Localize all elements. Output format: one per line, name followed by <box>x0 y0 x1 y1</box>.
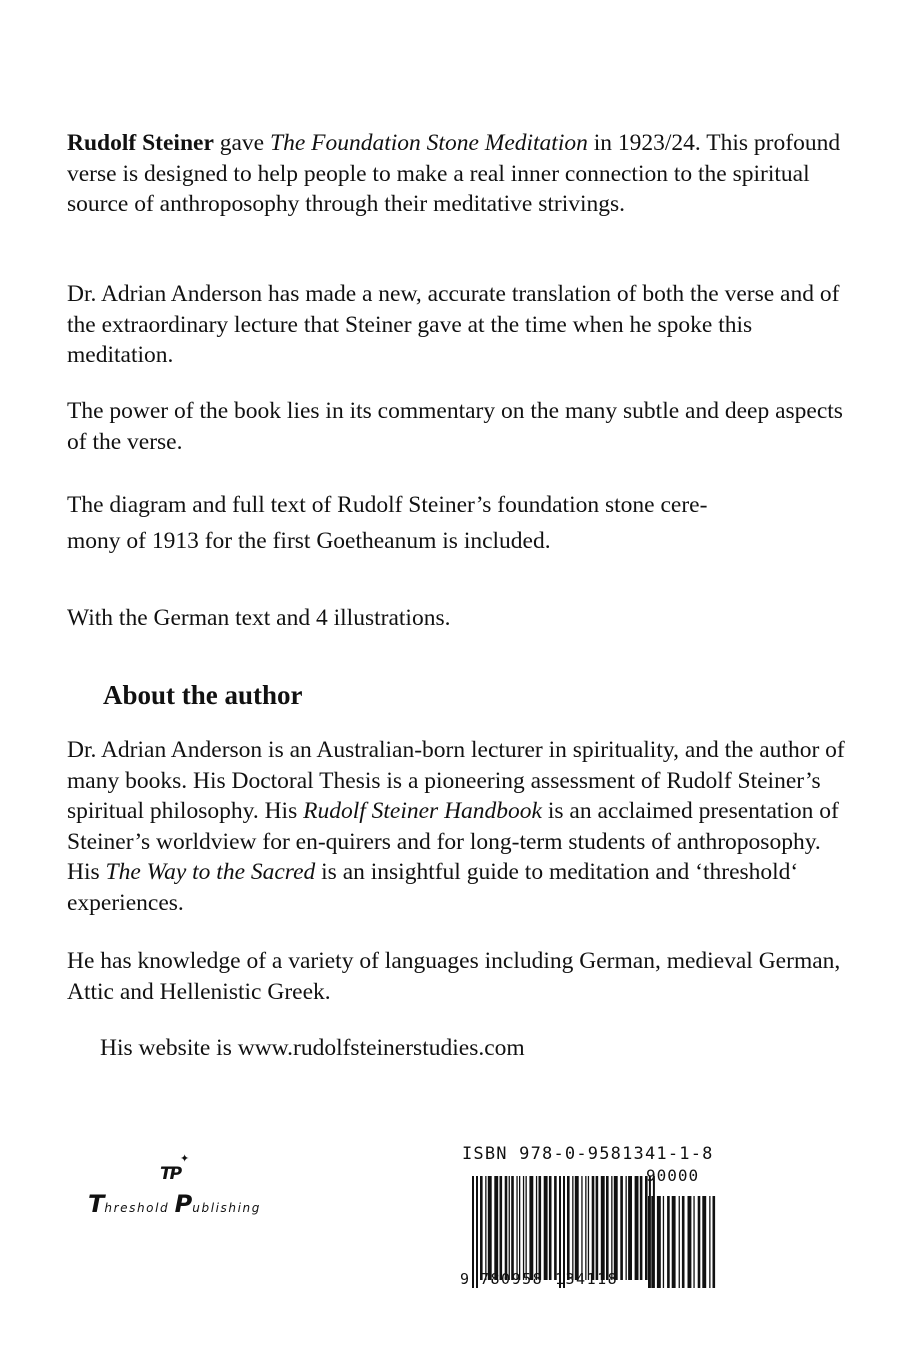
barcode-bar <box>645 1176 648 1280</box>
barcode-addon-bar <box>693 1196 694 1288</box>
barcode-bar <box>611 1176 612 1280</box>
intro-year: in 1923/24. <box>587 130 701 156</box>
author-bio-paragraph <box>67 735 847 918</box>
barcode-addon-bar <box>709 1196 710 1288</box>
barcode-right-digits: 134118 <box>555 1270 619 1288</box>
barcode-bar <box>592 1176 595 1280</box>
barcode-addon-bar <box>713 1196 716 1288</box>
logo-tp-mark: TP <box>160 1164 181 1184</box>
barcode-bar <box>614 1176 618 1280</box>
barcode-bar <box>472 1176 474 1288</box>
barcode-bar <box>601 1176 605 1280</box>
german-text-paragraph: With the German text and 4 illustrations. <box>67 605 451 631</box>
barcode-bar <box>554 1176 557 1280</box>
barcode-bar <box>516 1176 517 1280</box>
barcode-addon-bar <box>651 1196 654 1288</box>
barcode-addon-bar <box>663 1196 664 1288</box>
bio-part-3: is an insightful guide to meditation and ‘threshold‘ experiences. <box>67 859 799 916</box>
publisher-name-rest-1: hreshold <box>104 1201 175 1215</box>
diagram-line-1: The diagram and full text of Rudolf Steiner’s foundation stone cere- <box>67 492 708 518</box>
intro-paragraph <box>67 128 847 220</box>
barcode-bar <box>494 1176 498 1280</box>
publisher-logo <box>88 1150 268 1230</box>
publisher-name-rest-2: ublishing <box>192 1201 261 1215</box>
power-paragraph: The power of the book lies in its commentary on the many subtle and deep aspects of the verse. <box>67 398 843 455</box>
barcode-bar <box>529 1176 533 1280</box>
barcode-bar <box>500 1176 503 1280</box>
barcode-bar <box>549 1176 552 1280</box>
logo-star-icon: ✦ <box>180 1152 190 1165</box>
barcode-bar <box>640 1176 643 1280</box>
barcode-bar <box>509 1176 510 1280</box>
barcode-bar <box>575 1176 579 1280</box>
barcode-bar <box>476 1176 478 1288</box>
barcode-bar <box>606 1176 609 1280</box>
barcode-bar <box>626 1176 627 1280</box>
barcode-bar <box>635 1176 639 1280</box>
barcode-addon-bar <box>667 1196 670 1288</box>
barcode-bar <box>539 1176 542 1280</box>
isbn-label: ISBN 978-0-9581341-1-8 <box>462 1144 714 1164</box>
barcode-addon-bar <box>657 1196 661 1288</box>
barcode-bar <box>526 1176 527 1280</box>
barcode-left-digits: 780958 <box>480 1270 544 1288</box>
barcode-bar <box>511 1176 514 1280</box>
barcode-bar <box>581 1176 582 1280</box>
barcode-bar <box>572 1176 573 1280</box>
barcode-addon-bar <box>679 1196 680 1288</box>
handbook-title: Rudolf Steiner Handbook <box>303 798 542 824</box>
publisher-name-cap-1: T <box>88 1190 105 1218</box>
barcode-addon-bar <box>698 1196 701 1288</box>
book-title: The Foundation Stone Meditation <box>270 130 588 156</box>
barcode-bar <box>585 1176 586 1280</box>
languages-paragraph: He has knowledge of a variety of languages including German, medieval German, Attic and Hellenistic Greek. <box>67 948 841 1005</box>
sacred-title: The Way to the Sacred <box>105 859 316 885</box>
bio-part-2: is an acclaimed presentation of Steiner’s worldview for en-quirers and for long-term students of anthroposophy. His <box>67 798 839 885</box>
barcode-bar <box>519 1176 520 1280</box>
barcode-addon-bar <box>688 1196 692 1288</box>
isbn-addon-digits: 90000 <box>646 1166 700 1185</box>
barcode-bar <box>523 1176 524 1280</box>
author-name: Rudolf Steiner <box>67 130 214 156</box>
diagram-line-2: mony of 1913 for the first Goetheanum is included. <box>67 528 551 554</box>
publisher-name-cap-2: P <box>174 1190 193 1218</box>
translation-paragraph: Dr. Adrian Anderson has made a new, accurate translation of both the verse and of the extraordinary lecture that Steiner gave at the time when he spoke this meditation. <box>67 281 840 368</box>
bio-part-1: Dr. Adrian Anderson is an Australian-born lecturer in spirituality, and the author of many books. His Doctoral Thesis is a pioneering assessment of Rudolf Steiner’s spiritual philosophy. His <box>67 737 845 824</box>
barcode-addon-bar <box>648 1196 649 1288</box>
website-paragraph: His website is www.rudolfsteinerstudies.com <box>100 1035 525 1061</box>
barcode-addon-bar <box>702 1196 706 1288</box>
barcode-bar <box>536 1176 537 1280</box>
barcode-bar <box>488 1176 492 1280</box>
intro-rest: This profound verse is designed to help people to make a real inner connection to the spiritual source of anthroposophy through their meditative strivings. <box>67 130 841 217</box>
barcode-bar <box>485 1176 486 1280</box>
barcode-lead-digit: 9 <box>460 1270 470 1288</box>
barcode-bar <box>628 1176 632 1280</box>
about-author-heading: About the author <box>103 680 303 710</box>
barcode-bar <box>567 1176 570 1280</box>
barcode-bar <box>544 1176 548 1280</box>
barcode-addon-bar <box>672 1196 676 1288</box>
barcode-bar <box>480 1176 483 1280</box>
isbn-barcode-block <box>458 1144 716 1304</box>
diagram-paragraph <box>67 487 847 559</box>
barcode-addon-bar <box>682 1196 685 1288</box>
barcode-bar <box>505 1176 508 1280</box>
barcode-bar <box>596 1176 599 1280</box>
publisher-name <box>88 1190 261 1218</box>
barcode-bar <box>588 1176 589 1280</box>
barcode-bar <box>620 1176 623 1280</box>
intro-gave: gave <box>213 130 270 156</box>
